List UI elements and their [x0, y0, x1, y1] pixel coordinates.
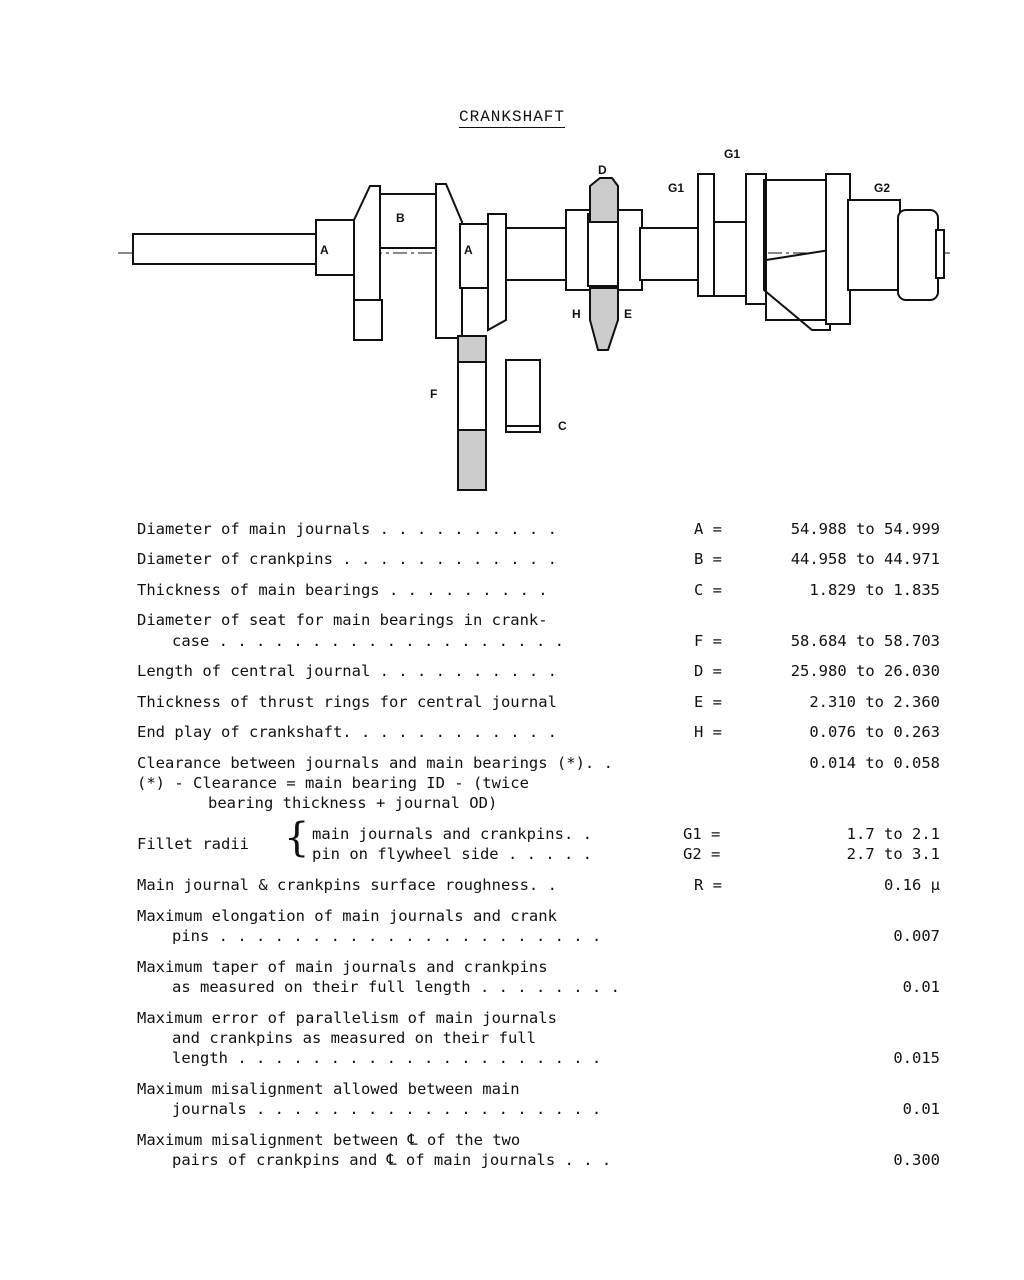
diagram-label-d: D [598, 163, 607, 177]
diagram-label-a2: A [464, 243, 473, 257]
diagram-label-f: F [430, 387, 438, 401]
diagram-label-a: A [320, 243, 329, 257]
crankshaft-diagram [0, 130, 1024, 500]
diagram-label-h: H [572, 307, 581, 321]
diagram-label-c: C [558, 419, 567, 433]
diagram-label-e: E [624, 307, 633, 321]
diagram-label-g1-top: G1 [724, 147, 741, 161]
diagram-label-g1: G1 [668, 181, 685, 195]
diagram-label-g2: G2 [874, 181, 891, 195]
diagram-label-b: B [396, 211, 405, 225]
page-title: CRANKSHAFT [458, 108, 565, 126]
